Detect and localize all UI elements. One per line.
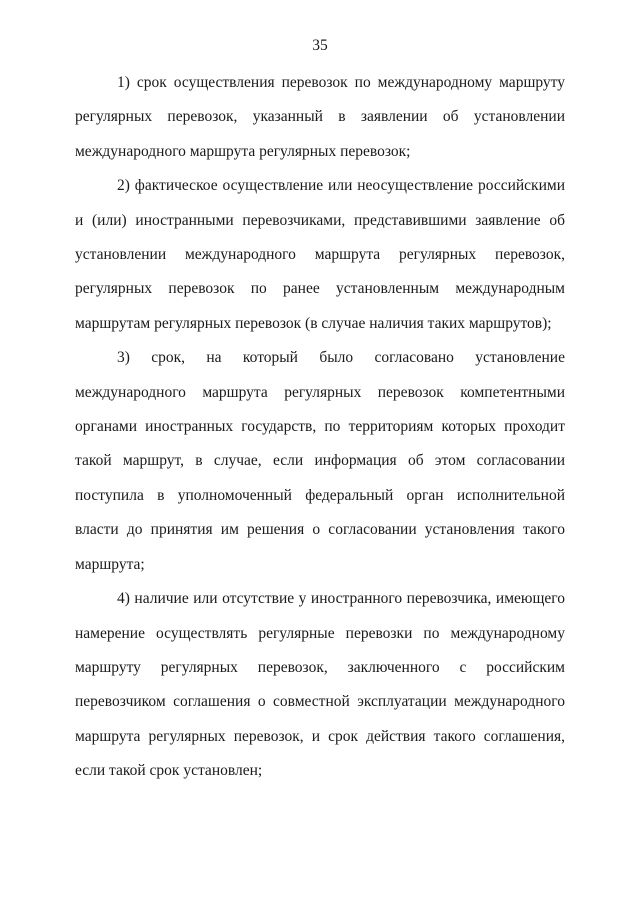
document-body — [75, 66, 565, 789]
paragraph-item-3: 3) срок, на который было согласовано установление международного маршрута регулярных перевозок компетентными органами иностранных государств, по территориям которых проходит такой маршрут, в случае, если информация об этом согласовании поступила в уполномоченный федеральный орган исполнительной власти до принятия им решения о согласовании установления такого маршрута; — [75, 349, 565, 573]
paragraph-item-1: 1) срок осуществления перевозок по международному маршруту регулярных перевозок, указанный в заявлении об установлении международного маршрута регулярных перевозок; — [75, 74, 565, 160]
paragraph-item-4: 4) наличие или отсутствие у иностранного перевозчика, имеющего намерение осуществлять регулярные перевозки по международному маршруту регулярных перевозок, заключенного с российским перевозчиком соглашения о совместной эксплуатации международного маршрута регулярных перевозок, и срок действия такого соглашения, если такой срок установлен; — [75, 590, 565, 780]
paragraph-item-2: 2) фактическое осуществление или неосуществление российскими и (или) иностранными перевозчиками, представившими заявление об установлении международного маршрута регулярных перевозок, регулярных перевозок по ранее установленным международным маршрутам регулярных перевозок (в случае наличия таких маршрутов); — [75, 177, 565, 332]
page-number: 35 — [312, 37, 328, 54]
